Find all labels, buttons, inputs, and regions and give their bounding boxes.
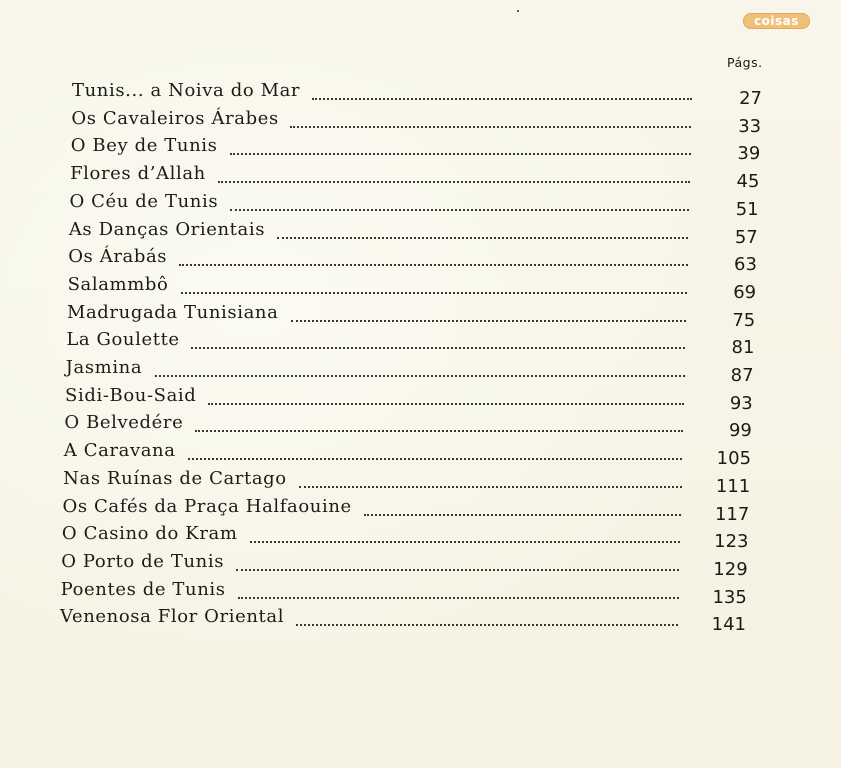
toc-entry-title: Jasmina	[65, 357, 143, 378]
toc-entry-page-number: 81	[731, 337, 755, 359]
toc-entry	[71, 135, 791, 163]
toc-leader-dots	[299, 482, 682, 488]
toc-leader-dots	[188, 454, 683, 460]
toc-entry	[64, 412, 784, 440]
toc-leader-dots	[277, 233, 688, 239]
toc-leader-dots	[238, 593, 679, 599]
toc-entry-title: A Caravana	[63, 440, 176, 462]
toc-entry	[71, 108, 791, 136]
pages-column-header: Págs.	[727, 55, 763, 70]
toc-entry-page-number: 57	[734, 226, 758, 248]
toc-entry-page-number: 27	[739, 88, 762, 109]
toc-entry-page-number: 129	[713, 558, 748, 580]
toc-entry-page-number: 51	[735, 198, 759, 220]
toc-entry	[69, 219, 789, 247]
toc-entry-title: Sidi-Bou-Said	[65, 384, 197, 406]
toc-entry	[61, 579, 781, 607]
toc-entry-title: Os Cavaleiros Árabes	[71, 107, 279, 129]
toc-entry-page-number: 39	[737, 143, 761, 165]
toc-entry-page-number: 105	[716, 448, 752, 470]
toc-entry	[66, 329, 786, 357]
toc-leader-dots	[181, 288, 687, 294]
toc-entry-title: Poentes de Tunis	[60, 578, 226, 600]
toc-entry-page-number: 63	[734, 254, 757, 276]
toc-entry	[70, 163, 790, 191]
toc-leader-dots	[291, 316, 686, 322]
toc-leader-dots	[230, 149, 691, 155]
toc-entry-title: As Danças Orientais	[68, 218, 266, 240]
toc-leader-dots	[218, 177, 690, 183]
toc-entry	[63, 468, 783, 496]
toc-entry-title: O Céu de Tunis	[69, 190, 219, 212]
toc-leader-dots	[250, 537, 680, 543]
toc-entry-title: O Belvedére	[64, 412, 184, 434]
toc-entry-title: O Casino do Kram	[61, 523, 238, 545]
toc-entry-page-number: 99	[728, 420, 752, 442]
toc-entry	[65, 385, 785, 413]
toc-leader-dots	[155, 371, 685, 377]
toc-entry	[64, 440, 784, 468]
toc-entry-title: O Bey de Tunis	[70, 135, 218, 157]
toc-entry-page-number: 45	[736, 171, 760, 193]
toc-entry	[66, 357, 786, 385]
ink-speck	[517, 10, 519, 12]
toc-entry-page-number: 111	[715, 475, 751, 497]
toc-entry-page-number: 141	[711, 614, 746, 636]
toc-entry-page-number: 33	[738, 115, 762, 137]
toc-entry	[61, 551, 781, 579]
toc-entry	[67, 302, 787, 330]
toc-entry-title: Os Cafés da Praça Halfaouine	[62, 495, 352, 517]
toc-entry	[68, 274, 788, 302]
toc-entry-page-number: 69	[733, 281, 757, 303]
toc-entry-title: Flores d’Allah	[70, 163, 206, 185]
toc-entry-page-number: 123	[714, 531, 749, 553]
toc-entry-title: La Goulette	[66, 329, 180, 351]
watermark-badge: coisas	[743, 13, 810, 29]
toc-entry	[72, 80, 792, 108]
toc-entry-page-number: 87	[730, 365, 754, 386]
toc-entry	[68, 246, 788, 274]
toc-entry-page-number: 117	[714, 503, 750, 525]
toc-leader-dots	[296, 620, 678, 626]
toc-entry-page-number: 75	[732, 309, 756, 331]
toc-entry-page-number: 135	[712, 586, 747, 608]
toc-leader-dots	[179, 260, 687, 266]
toc-entry-title: O Porto de Tunis	[61, 550, 225, 572]
toc-entry-title: Os Árabás	[68, 246, 168, 268]
toc-leader-dots	[191, 343, 685, 349]
toc-leader-dots	[312, 94, 692, 100]
toc-leader-dots	[364, 510, 681, 516]
toc-leader-dots	[208, 399, 684, 405]
toc-entry-title: Madrugada Tunisiana	[66, 301, 279, 323]
toc-leader-dots	[230, 205, 689, 211]
toc-leader-dots	[195, 426, 683, 432]
toc-entry-title: Venenosa Flor Oriental	[60, 606, 285, 628]
toc-entry	[62, 523, 782, 551]
toc-entry	[69, 191, 789, 219]
toc-leader-dots	[236, 565, 679, 571]
toc-entry	[60, 606, 780, 634]
toc-entry-title: Nas Ruínas de Cartago	[63, 467, 287, 489]
toc-entry-title: Salammbô	[67, 273, 169, 295]
toc-entry-title: Tunis... a Noiva do Mar	[72, 80, 301, 101]
toc-leader-dots	[290, 122, 691, 128]
toc-entry	[63, 496, 783, 524]
toc-entry-page-number: 93	[729, 392, 753, 414]
